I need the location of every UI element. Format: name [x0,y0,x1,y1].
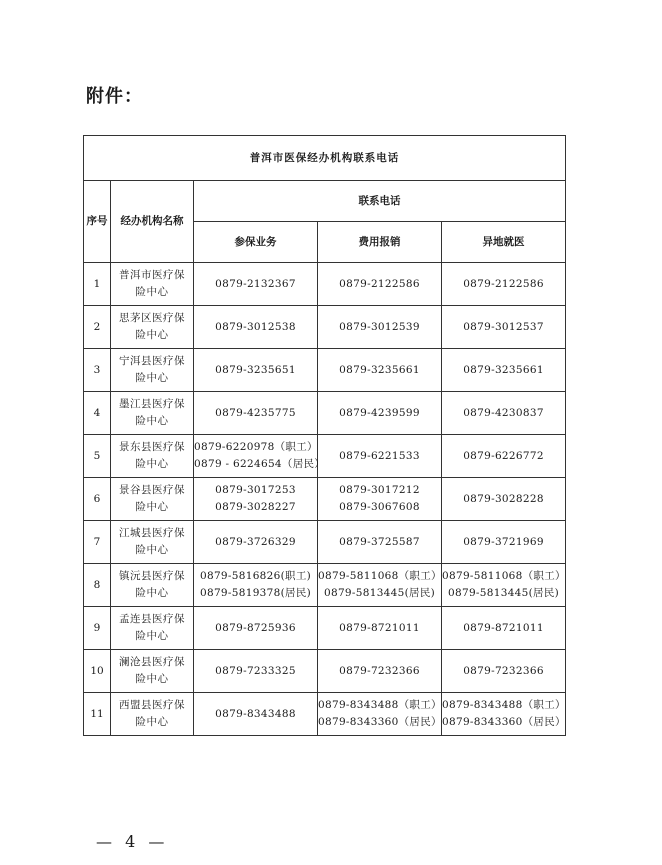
row-number: 6 [84,478,111,521]
phone-reimburse [318,263,442,306]
phone-reimburse [318,564,442,607]
org-name-line: 宁洱县医疗保 [119,355,185,367]
phone-number: 0879-3028228 [463,492,544,505]
phone-number: 0879-8721011 [339,621,420,634]
row-number: 1 [84,263,111,306]
phone-remote [442,564,566,607]
row-number: 11 [84,693,111,736]
row-number: 8 [84,564,111,607]
phone-number: 0879-5813445(居民) [448,587,560,599]
phone-number: 0879-3235651 [215,363,296,376]
phone-enroll [194,263,318,306]
phone-number: 0879-3012537 [463,320,544,333]
phone-remote [442,607,566,650]
phone-number: 0879-7232366 [339,664,420,677]
phone-enroll [194,435,326,478]
phone-number: 0879-2122586 [463,277,544,290]
phone-number: 0879-3017253 [215,484,296,496]
phone-enroll [194,392,318,435]
row-number: 5 [84,435,111,478]
page-number: — 4 — [96,832,169,851]
org-name [111,306,194,349]
phone-reimburse [318,392,442,435]
org-name-line: 澜沧县医疗保 [119,656,185,668]
phone-reimburse [318,693,442,736]
phone-number: 0879-6221533 [339,449,420,462]
phone-number: 0879-3721969 [463,535,544,548]
phone-number: 0879-7233325 [215,664,296,677]
phone-remote [442,392,566,435]
row-number: 9 [84,607,111,650]
org-name-line: 江城县医疗保 [119,527,185,539]
phone-number: 0879-7232366 [463,664,544,677]
org-name-line: 险中心 [135,415,169,427]
header-remote: 异地就医 [442,222,566,263]
org-name-line: 险中心 [135,501,169,513]
phone-number: 0879-3067608 [339,501,420,513]
org-name-line: 险中心 [135,544,169,556]
phone-reimburse [318,521,442,564]
header-seq: 序号 [84,181,111,263]
org-name-line: 景东县医疗保 [119,441,185,453]
phone-reimburse [318,478,442,521]
phone-remote [442,650,566,693]
phone-number: 0879-3725587 [339,535,420,548]
phone-number: 0879-3012538 [215,320,296,333]
org-name-line: 险中心 [135,587,169,599]
row-number: 7 [84,521,111,564]
org-name-line: 险中心 [135,329,169,341]
phone-number: 0879-2132367 [215,277,296,290]
phone-enroll [194,306,318,349]
org-name [111,693,194,736]
phone-number: 0879-4235775 [215,406,296,419]
org-name-line: 孟连县医疗保 [119,613,185,625]
phone-number: 0879-8721011 [463,621,544,634]
phone-enroll [194,650,318,693]
contacts-table-body [84,136,566,736]
org-name [111,564,194,607]
header-enroll: 参保业务 [194,222,318,263]
org-name-line: 景谷县医疗保 [119,484,185,496]
phone-remote [442,478,566,521]
row-number: 10 [84,650,111,693]
phone-reimburse [318,349,442,392]
org-name-line: 险中心 [135,286,169,298]
org-name-line: 思茅区医疗保 [119,312,185,324]
org-name-line: 险中心 [135,716,169,728]
row-number: 4 [84,392,111,435]
phone-number: 0879-8343488（职工） [442,699,566,711]
table-row [84,564,566,607]
phone-number: 0879-3028227 [215,501,296,513]
phone-number: 0879-6220978（职工） [194,441,318,453]
org-name-line: 镇沅县医疗保 [119,570,185,582]
phone-remote [442,435,566,478]
row-number: 3 [84,349,111,392]
header-org: 经办机构名称 [111,181,194,263]
phone-remote [442,263,566,306]
org-name-line: 险中心 [135,458,169,470]
phone-number: 0879-3012539 [339,320,420,333]
phone-number: 0879-3726329 [215,535,296,548]
phone-number: 0879-4230837 [463,406,544,419]
phone-reimburse [318,435,442,478]
phone-number: 0879-3017212 [339,484,420,496]
phone-number: 0879-8343488 [215,707,296,720]
org-name [111,478,194,521]
table-row [84,521,566,564]
org-name-line: 险中心 [135,630,169,642]
table-row [84,349,566,392]
org-name-line: 险中心 [135,372,169,384]
table-row [84,392,566,435]
org-name-line: 西盟县医疗保 [119,699,185,711]
phone-number: 0879-5819378(居民) [199,587,312,599]
org-name [111,607,194,650]
phone-number: 0879-5813445(居民) [323,587,436,599]
table-row [84,607,566,650]
phone-number: 0879-8343360（居民） [318,716,442,728]
phone-number: 0879-4239599 [339,406,420,419]
org-name [111,650,194,693]
row-number: 2 [84,306,111,349]
org-name [111,435,194,478]
table-row [84,478,566,521]
table-row [84,263,566,306]
phone-remote [442,521,566,564]
phone-number: 0879-5811068（职工） [442,570,566,582]
phone-reimburse [318,607,442,650]
phone-number: 0879-8343488（职工） [318,699,442,711]
phone-enroll [194,349,318,392]
table-title: 普洱市医保经办机构联系电话 [84,136,566,181]
phone-enroll [194,607,318,650]
phone-enroll [194,478,318,521]
table-row [84,693,566,736]
attachment-label: 附件： [86,86,143,107]
org-name-line: 普洱市医疗保 [119,269,185,281]
phone-number: 0879-5816826(职工) [199,570,312,582]
org-name-line: 险中心 [135,673,169,685]
phone-number: 0879-2122586 [339,277,420,290]
phone-enroll [194,693,318,736]
header-reimburse: 费用报销 [318,222,442,263]
phone-enroll [194,521,318,564]
phone-reimburse [318,650,442,693]
phone-number: 0879-8725936 [215,621,296,634]
table-row [84,435,566,478]
phone-number: 0879-5811068（职工） [318,570,442,582]
org-name-line: 墨江县医疗保 [119,398,185,410]
phone-number: 0879 - 6224654（居民） [194,458,326,470]
contacts-table [83,135,566,736]
table-row [84,650,566,693]
phone-enroll [194,564,318,607]
header-contact: 联系电话 [194,181,566,222]
phone-number: 0879-6226772 [463,449,544,462]
table-row [84,306,566,349]
phone-remote [442,693,566,736]
phone-remote [442,349,566,392]
org-name [111,521,194,564]
phone-number: 0879-3235661 [339,363,420,376]
phone-number: 0879-8343360（居民） [442,716,566,728]
phone-number: 0879-3235661 [463,363,544,376]
phone-remote [442,306,566,349]
org-name [111,263,194,306]
org-name [111,349,194,392]
org-name [111,392,194,435]
phone-reimburse [318,306,442,349]
